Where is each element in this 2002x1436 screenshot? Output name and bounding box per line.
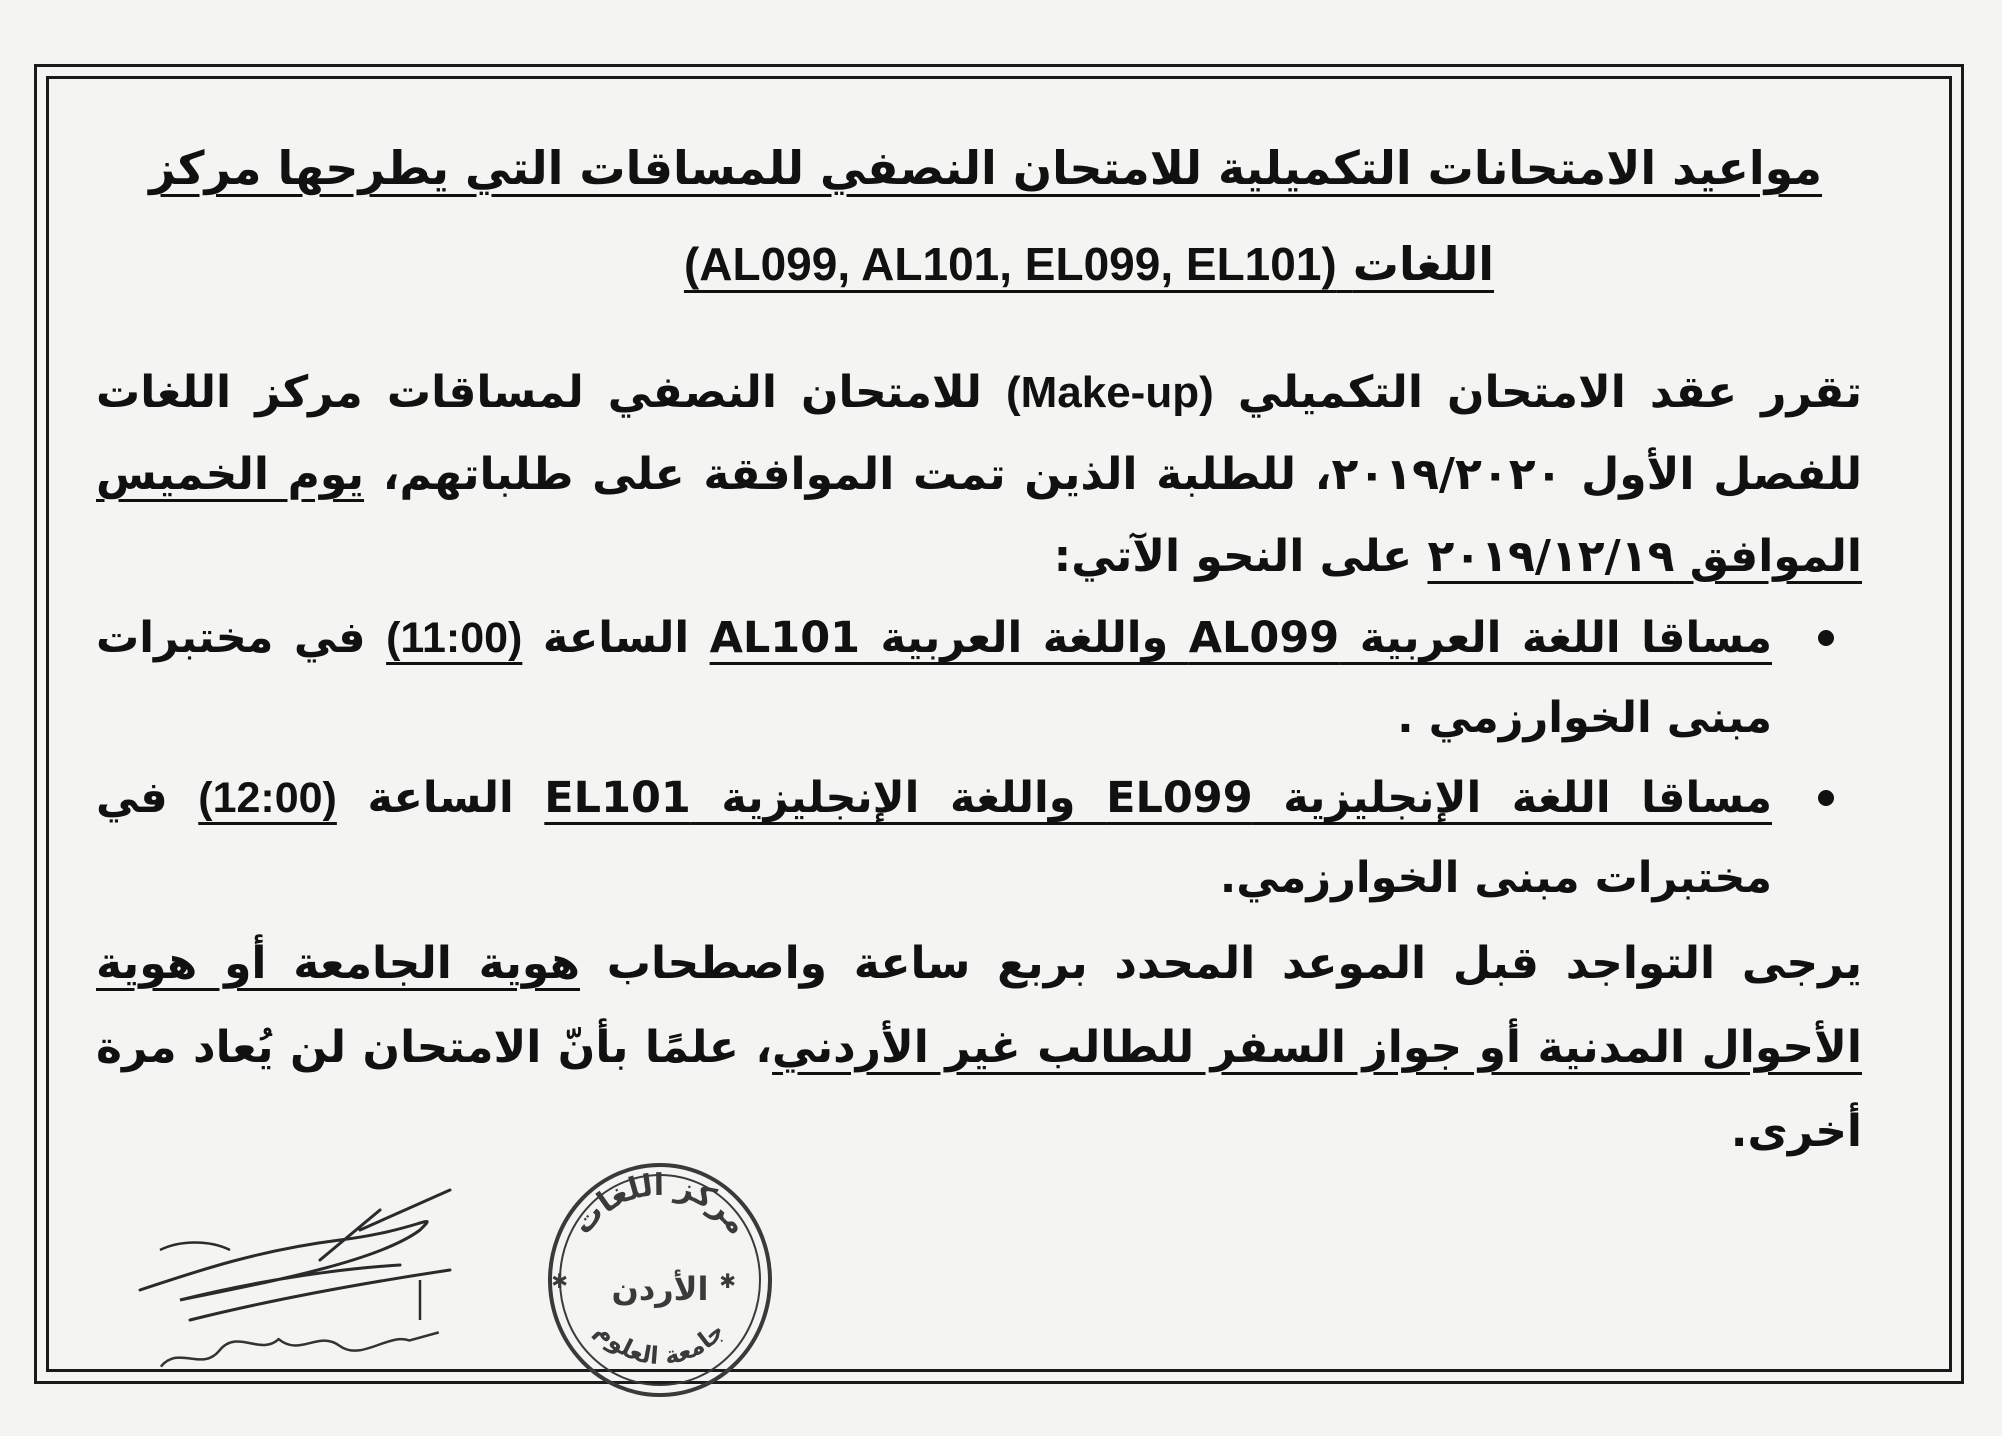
arabic-exam-time: (11:00)	[386, 614, 523, 662]
notice-part-1: يرجى التواجد قبل الموعد المحدد بربع ساعة واصطحاب	[579, 938, 1862, 989]
english-location: في مختبرات مبنى الخوارزمي.	[96, 773, 1772, 903]
bullet-icon	[1818, 630, 1834, 646]
stamp-bottom-text: جامعة العلوم	[589, 1316, 731, 1371]
title-line-2-arabic: اللغات	[1352, 237, 1495, 291]
time-label: الساعة	[522, 613, 710, 663]
arabic-location: في مختبرات مبنى الخوارزمي .	[96, 613, 1772, 743]
list-item-arabic	[96, 598, 1862, 758]
title-line-1: مواعيد الامتحانات التكميلية للامتحان النصفي للمساقات التي يطرحها مركز	[149, 141, 1822, 195]
required-ids: هوية الجامعة أو هوية الأحوال المدنية أو جواز السفر للطالب غير الأردني	[96, 938, 1862, 1073]
english-courses: مساقا اللغة الإنجليزية EL099 واللغة الإنجليزية EL101	[544, 773, 1772, 823]
intro-paragraph	[96, 352, 1862, 598]
english-exam-time: (12:00)	[198, 774, 337, 822]
intro-part-2: للامتحان النصفي لمساقات مركز اللغات للفصل الأول ٢٠١٩/٢٠٢٠، للطلبة الذين تمت الموافقة على طلباتهم،	[96, 367, 1862, 500]
title-course-codes: (AL099, AL101, EL099, EL101)	[683, 238, 1337, 290]
list-item-english	[96, 758, 1862, 918]
exam-schedule-list	[96, 598, 1862, 918]
intro-part-3: على النحو الآتي:	[1053, 531, 1428, 582]
document-title	[96, 120, 1862, 312]
document-body	[96, 120, 1862, 1174]
intro-part-1: تقرر عقد الامتحان التكميلي	[1213, 367, 1862, 418]
svg-text:مركز اللغات	[565, 1168, 755, 1241]
stamp-center-text: الأردن	[611, 1270, 709, 1308]
stamp-star-icon: ✱	[551, 1269, 568, 1293]
official-stamp	[540, 1150, 780, 1400]
stamp-top-text: مركز اللغات	[565, 1167, 756, 1242]
exam-date: يوم الخميس الموافق ٢٠١٩/١٢/١٩	[96, 449, 1862, 582]
notice-block	[96, 922, 1862, 1174]
notice-paragraph	[96, 922, 1862, 1174]
makeup-label: (Make-up)	[1005, 368, 1214, 417]
stamp-star-icon: ✱	[719, 1269, 736, 1293]
notice-part-2: ، علمًا بأنّ الامتحان لن يُعاد مرة أخرى.	[96, 1022, 1862, 1157]
svg-text:جامعة العلوم	[590, 1317, 730, 1370]
bullet-icon	[1818, 790, 1834, 806]
time-label: الساعة	[336, 773, 545, 823]
arabic-courses: مساقا اللغة العربية AL099 واللغة العربية AL101	[709, 613, 1772, 663]
